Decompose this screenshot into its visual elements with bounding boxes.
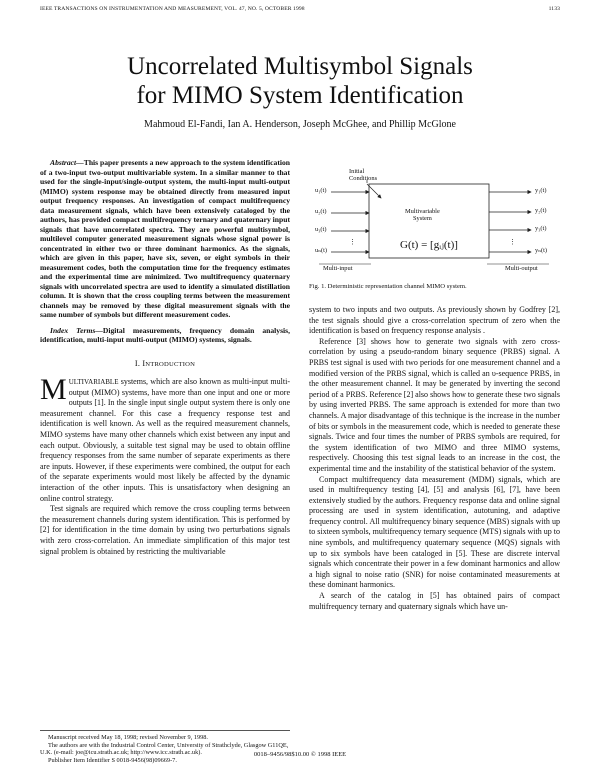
abstract-label: Abstract— [50, 158, 84, 167]
right-paragraph-3: Compact multifrequency data measurement (MDM) signals, which are used in multifrequency testing [4], [5] and analysis [6], [7], have been extensively studied by the authors. Frequency response data and online signal processing are used in system identification, autotuning, and adaptive frequency control. All multifrequency binary sequence (MBS) signals with up to sixteen symbols, multifrequency ternary sequence (MTS) signals with up to nine symbols, and multifrequency quaternary sequence (MQS) signals with up to six symbols have been cataloged in [5]. These are discrete interval signals which concentrate their power in a few dominant harmonics and allow a high signal to noise ratio (SNR) for noise contaminated measurements at these dominant harmonics. [309, 474, 560, 590]
index-terms-label: Index Terms— [50, 325, 103, 335]
page-number: 1133 [548, 6, 560, 12]
left-column [40, 158, 290, 557]
title-line-1: Uncorrelated Multisymbol Signals [127, 53, 473, 80]
output-label-1: y₁(t) [535, 187, 547, 194]
input-label-2: u₂(t) [315, 208, 327, 215]
transfer-matrix-formula: G(t) = [gᵢⱼ(t)] [400, 239, 458, 251]
output-ellipsis: ⋮ [509, 238, 516, 246]
input-label-1: u₁(t) [315, 187, 327, 194]
intro-paragraph-1 [40, 373, 290, 504]
figure-caption: Fig. 1. Deterministic representation channel MIMO system. [309, 283, 467, 290]
footnote [40, 730, 290, 764]
journal-header: IEEE TRANSACTIONS ON INSTRUMENTATION AND MEASUREMENT, VOL. 47, NO. 5, OCTOBER 1998 [40, 6, 305, 12]
abstract [40, 158, 290, 320]
right-paragraph-1: system to two inputs and two outputs. As previously shown by Godfrey [2], the test signals should give a cross-correlation spectrum of zero when the identification is based on frequency response analysis . [309, 305, 560, 336]
author-list: Mahmoud El-Fandi, Ian A. Henderson, Joseph McGhee, and Phillip McGlone [144, 119, 456, 130]
abstract-text: This paper presents a new approach to the system identification of a two-input two-output multivariable system. In a similar manner to that used for the single-input/single-output system, the multi-input multi-output (MIMO) system response may be obtained directly from measured input output frequency responses. An investigation of compact multifrequency data measurement signals, which have been extensively cataloged by the authors, has provided compact multifrequency ternary and quaternary input signals that have uncorrelated spectra. They are powerful multisymbol, multilevel computer generated measurement signals whose signal power is concentrated in either two or three dominant harmonics. As the signals, which are given in this paper, have six, seven, or eight symbols in their measurement codes, both the computation time for the frequency estimates and the experimental time are minimized. Two multifrequency quaternary signals with uncorrelated spectra are used to identify a simulated distillation column. It is shown that the cross coupling terms between the measurement channels may be removed by these digital measurement signals with the same number of symbols but different measurement codes. [40, 158, 290, 319]
input-label-3: u₃(t) [315, 226, 327, 233]
output-label-n: yₙ(t) [535, 247, 547, 254]
section-number: I. [134, 358, 141, 368]
intro-paragraph-2: Test signals are required which remove the cross coupling terms between the measurement channels during system identification. This is performed by [2] for identification in the time domain by using two perturbations signals with zero cross-correlation. An immediate simplification of this major test signal problem is obtained by restricting the multivariable [40, 504, 290, 556]
paper-title [0, 52, 600, 110]
section-heading [40, 359, 290, 371]
section-title-rest: NTRODUCTION [145, 360, 196, 368]
index-terms [40, 326, 290, 345]
footnote-affiliation: The authors are with the Industrial Control Center, University of Strathclyde, Glasgow G11QE, U.K. (e-mail: joe@icu.strath.ac.uk; http://www.icc.strath.ac.uk). [40, 741, 289, 757]
output-label-3: y₃(t) [535, 225, 547, 232]
initial-conditions-label: Initial Conditions [349, 168, 378, 182]
drop-cap-rest: ULTIVARIABLE [68, 378, 119, 387]
title-line-2: for MIMO System Identification [136, 82, 464, 109]
footnote-identifier: Publisher Item Identifier S 0018-9456(98)09669-7. [48, 756, 177, 764]
multi-input-label: Multi-input [323, 265, 353, 272]
right-paragraph-4: A search of the catalog in [5] has obtained pairs of compact multifrequency ternary and quaternary signals which have un- [309, 591, 560, 611]
intro-text-1: systems, which are also known as multi-input multi-output (MIMO) systems, have more than one input and one or more outputs [1]. In the single input single output system there is only one measurement channel. For this case a frequency response test and identification is well known. As well as the required measurement channels, MIMO systems have many other channels which exist between any input and each output. Obviously, a suitable test signal may be used to obtain offline frequency responses from the same number of separate experiments as there are inputs. However, if these experiments were combined, the output for each of the separate experiments would most likely be affected by the dynamic interaction of the other inputs. This is unsatisfactory when designing an online control strategy. [40, 377, 290, 503]
copyright-footer: 0018–9456/98$10.00 © 1998 IEEE [253, 751, 347, 758]
output-label-2: y₂(t) [535, 207, 547, 214]
multi-output-label: Multi-output [505, 265, 538, 272]
section-first-letter: I [142, 358, 146, 368]
figure-1 [309, 168, 560, 273]
running-header [40, 6, 560, 12]
right-paragraph-2: Reference [3] shows how to generate two signals with zero cross-correlation by using a pseudo-random binary sequence (PRBS) signal. A PRBS test signal is used with two periods for one measurement channel and a modified version of the PRBS signal, which is called an υ-sequence PRBS, in the other measurement channel. It may be generated by inverting the second period of a PRBS. Reference [2] also shows how to generate these two signals by using inverted PRBS. The same approach is extended for more than two channels. A major disadvantage of this technique is the increase in the number of bits or symbols in the measurement code, which is needed to generate these signals. Twice and four times the number of PRBS symbols are required, for the system identification of two MIMO and three MIMO systems, respectively. Choosing this test signal leads to an increase in the cost, the experimental time and the instability of the statistical behavior of the system. [309, 336, 560, 473]
input-ellipsis: ⋮ [349, 238, 356, 246]
footnote-received: Manuscript received May 18, 1998; revised November 9, 1998. [48, 734, 209, 741]
right-column [309, 305, 560, 612]
system-label: Multivariable System [405, 208, 440, 222]
index-terms-text: Digital measurements, frequency domain analysis, identification, multi-input multi-output (MIMO) systems, signals. [40, 325, 290, 344]
drop-cap: M [40, 373, 67, 407]
input-label-n: uₙ(t) [315, 247, 327, 254]
